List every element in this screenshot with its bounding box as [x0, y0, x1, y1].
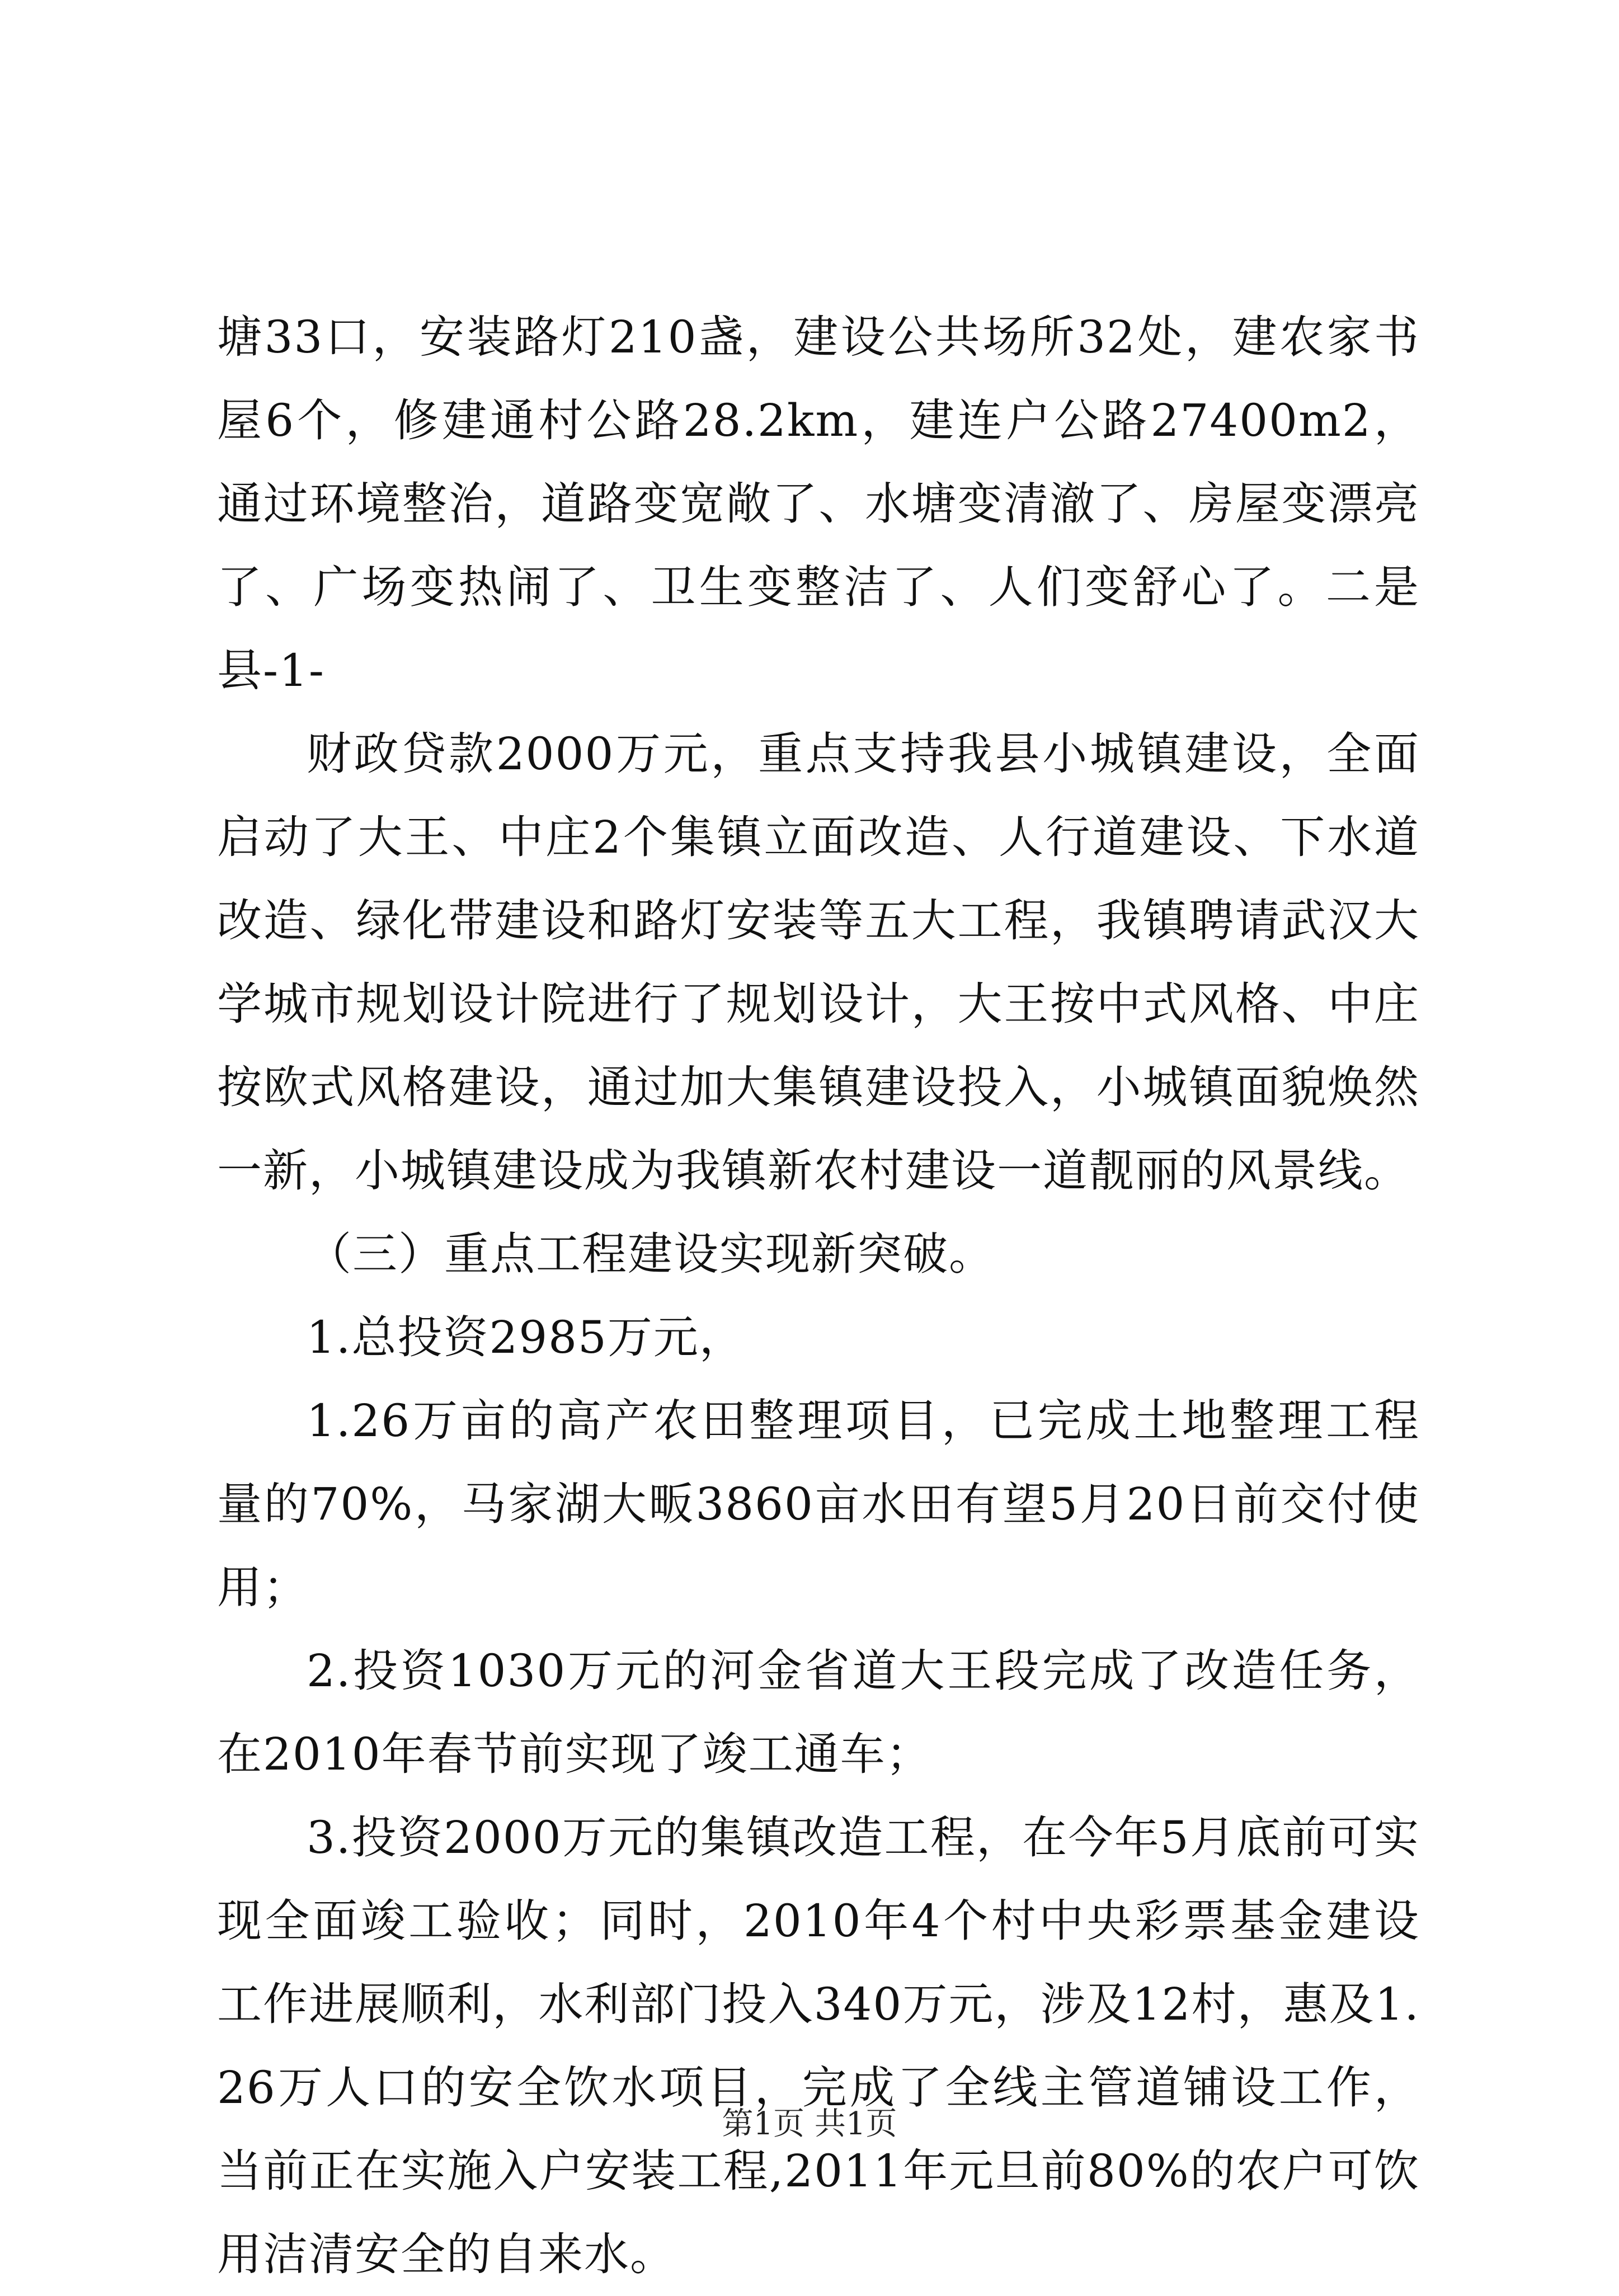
- paragraph: 财政贷款2000万元，重点支持我县小城镇建设，全面启动了大王、中庄2个集镇立面改造、人行道建设、下水道改造、绿化带建设和路灯安装等五大工程，我镇聘请武汉大学城市规划设计院进行了规划设计，大王按中式风格、中庄按欧式风格建设，通过加大集镇建设投入，小城镇面貌焕然一新，小城镇建设成为我镇新农村建设一道靓丽的风景线。: [217, 728, 1420, 1197]
- paragraph: 3.投资2000万元的集镇改造工程，在今年5月底前可实现全面竣工验收；同时，2010年4个村中央彩票基金建设工作进展顺利，水利部门投入340万元，涉及12村，惠及1.26万人口的安全饮水项目，完成了全线主管道铺设工作，当前正在实施入户安装工程,2011年元旦前80%的农户可饮用洁清安全的自来水。: [217, 1812, 1420, 2280]
- page-footer: [0, 2105, 1619, 2144]
- paragraph: 1.总投资2985万元，: [307, 1311, 745, 1363]
- section-heading: （三）重点工程建设实现新突破。: [307, 1228, 995, 1280]
- paragraph: 2.投资1030万元的河金省道大王段完成了改造任务，在2010年春节前实现了竣工通车；: [217, 1645, 1420, 1780]
- document-body: [217, 295, 1420, 2296]
- paragraph: 1.26万亩的高产农田整理项目，已完成土地整理工程量的70%，马家湖大畈3860亩水田有望5月20日前交付使用；: [217, 1395, 1420, 1613]
- page-number-label: 第1页 共1页: [722, 2106, 897, 2142]
- paragraph: 塘33口，安装路灯210盏，建设公共场所32处，建农家书屋6个，修建通村公路28.2km，建连户公路27400m2，通过环境整治，道路变宽敞了、水塘变清澈了、房屋变漂亮了、广场变热闹了、卫生变整洁了、人们变舒心了。二是县-1-: [217, 311, 1420, 697]
